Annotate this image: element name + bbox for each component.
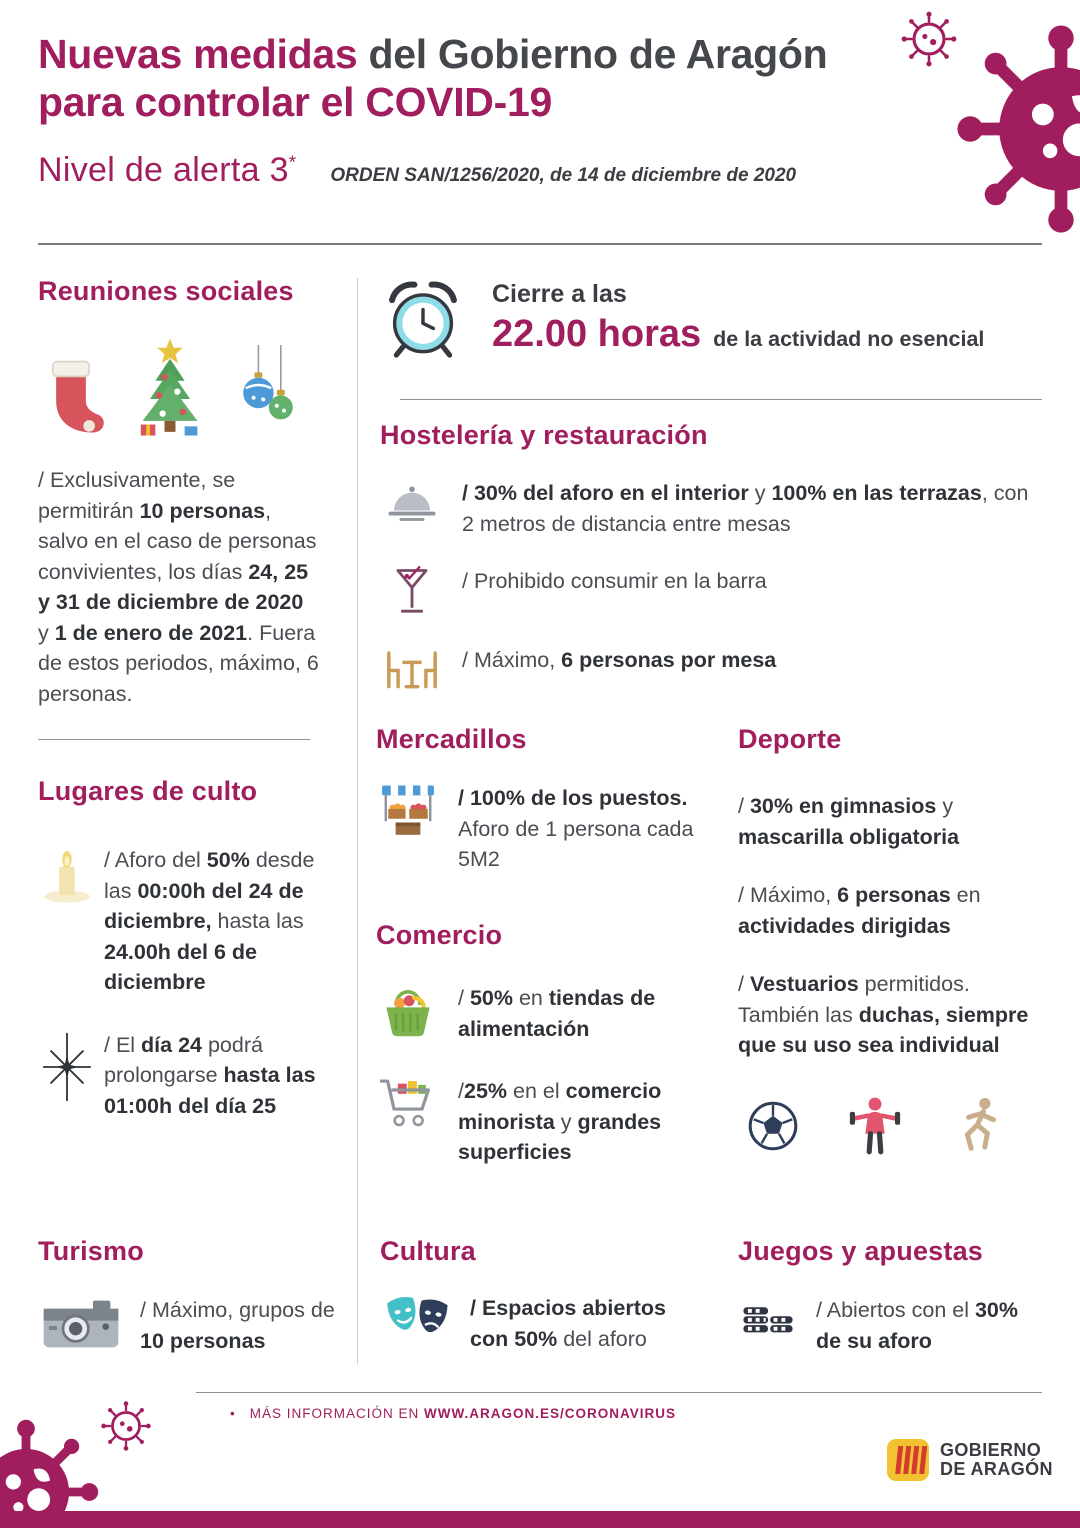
alert-asterisk: * — [288, 151, 297, 173]
rule-item — [380, 1293, 714, 1354]
section-hosteleria — [380, 420, 1042, 689]
section-heading: Lugares de culto — [38, 776, 258, 807]
sport-icons-row — [738, 1095, 1046, 1157]
rule-item — [38, 1030, 340, 1122]
culto-text-2: / El día 24 podrá prolongarse hasta las 01:00h del día 25 — [104, 1032, 316, 1118]
virus-icon — [98, 1398, 154, 1454]
rule-item — [380, 478, 1042, 539]
section-heading: Comercio — [376, 920, 503, 950]
hosteleria-text-1: / 30% del aforo en el interior y 100% en las terrazas, con 2 metros de distancia entre mesas — [462, 481, 1029, 536]
closure-divider — [400, 399, 1042, 400]
aragon-flag-icon — [886, 1438, 930, 1482]
closure-intro: Cierre a las — [492, 280, 627, 308]
footer-divider — [196, 1392, 1042, 1393]
christmas-ornaments-icon — [236, 345, 300, 441]
section-deporte — [738, 724, 1046, 1157]
deporte-text-2: / Máximo, 6 personas en actividades dirigidas — [738, 883, 981, 938]
section-comercio — [376, 920, 710, 1168]
title-plain: del Gobierno de Aragón — [357, 31, 828, 77]
football-icon — [746, 1099, 800, 1153]
rule-item — [38, 1295, 344, 1356]
title-accent-1: Nuevas medidas — [38, 31, 358, 77]
title-accent-2: para controlar el COVID-19 — [38, 79, 552, 126]
rule-item — [376, 1076, 710, 1168]
reuniones-text: / Exclusivamente, se permitirán 10 personas, salvo en el caso de personas convivientes, los días 24, 25 y 31 de diciembre de 2020 y 1 de enero de 2021. Fuera de estos periodos, máximo, 6 personas. — [38, 468, 319, 706]
star-icon — [38, 1030, 96, 1122]
cocktail-icon — [380, 566, 444, 618]
header-divider — [38, 243, 1042, 245]
poker-chips-icon — [738, 1295, 798, 1343]
runner-icon — [950, 1095, 1006, 1157]
alarm-clock-icon — [380, 276, 466, 367]
cultura-text: / Espacios abiertos con 50% del aforo — [470, 1296, 666, 1351]
juegos-text: / Abiertos con el 30% de su aforo — [816, 1298, 1018, 1353]
mercadillos-text: / 100% de los puestos. Aforo de 1 persona cada 5M2 — [458, 786, 694, 872]
section-turismo — [38, 1236, 344, 1356]
section-heading: Mercadillos — [376, 724, 527, 754]
section-heading: Reuniones sociales — [38, 276, 294, 306]
section-mercadillos — [376, 724, 710, 875]
closure-banner — [380, 276, 1042, 367]
deporte-text-3: / Vestuarios permitidos. También las duchas, siempre que su uso sea individual — [738, 972, 1029, 1058]
alert-level: Nivel de alerta 3* — [38, 150, 297, 189]
logo-line-2: DE ARAGÓN — [940, 1459, 1053, 1479]
rule-item — [38, 845, 340, 998]
closure-detail: de la actividad no esencial — [713, 327, 985, 351]
footer-info-plain: MÁS INFORMACIÓN EN — [249, 1406, 424, 1421]
bullet: • — [230, 1406, 236, 1421]
turismo-text: / Máximo, grupos de 10 personas — [140, 1298, 335, 1353]
page-title — [38, 30, 828, 127]
footer-info-url: WWW.ARAGON.ES/CORONAVIRUS — [424, 1406, 676, 1421]
christmas-icons-row — [38, 329, 340, 441]
rule-item — [380, 566, 1042, 618]
hosteleria-text-2: / Prohibido consumir en la barra — [462, 569, 767, 594]
logo-line-1: GOBIERNO — [940, 1439, 1042, 1460]
section-heading: Turismo — [38, 1236, 144, 1266]
section-reuniones-sociales — [38, 276, 340, 1121]
theater-masks-icon — [380, 1293, 454, 1347]
hosteleria-text-3: / Máximo, 6 personas por mesa — [462, 648, 777, 673]
rule-item — [376, 983, 710, 1044]
table-chairs-icon — [380, 645, 444, 689]
rule-item — [376, 783, 710, 875]
rule-item — [380, 645, 1042, 689]
section-divider — [38, 739, 310, 740]
virus-icon — [952, 20, 1080, 238]
candle-icon — [38, 845, 96, 998]
gobierno-aragon-logo — [886, 1438, 1053, 1482]
section-heading: Deporte — [738, 724, 842, 754]
deporte-text-1: / 30% en gimnasios y mascarilla obligatoria — [738, 794, 960, 849]
virus-icon — [898, 8, 960, 70]
header — [38, 30, 828, 190]
rule-item — [738, 1295, 1046, 1356]
comercio-text-2: /25% en el comercio minorista y grandes superficies — [458, 1079, 662, 1165]
shopping-cart-icon — [376, 1076, 440, 1132]
order-reference: ORDEN SAN/1256/2020, de 14 de diciembre de 2020 — [330, 164, 797, 186]
christmas-tree-icon — [124, 335, 216, 441]
footer-info — [230, 1406, 676, 1421]
culto-text-1: / Aforo del 50% desde las 00:00h del 24 de diciembre, hasta las 24.00h del 6 de diciembre — [104, 848, 315, 995]
food-basket-icon — [376, 983, 440, 1039]
closure-time: 22.00 horas — [492, 313, 702, 355]
section-cultura — [380, 1236, 714, 1354]
section-heading: Juegos y apuestas — [738, 1236, 984, 1266]
camera-icon — [38, 1295, 124, 1353]
section-juegos — [738, 1236, 1046, 1356]
column-divider — [357, 278, 358, 1364]
section-heading: Cultura — [380, 1236, 476, 1266]
bottom-accent-bar — [0, 1511, 1080, 1528]
section-heading: Hostelería y restauración — [380, 420, 708, 450]
market-stall-icon — [376, 783, 440, 841]
comercio-text-1: / 50% en tiendas de alimentación — [458, 986, 656, 1041]
weightlifter-icon — [846, 1095, 904, 1157]
christmas-stocking-icon — [38, 353, 104, 441]
serving-dome-icon — [380, 478, 444, 524]
